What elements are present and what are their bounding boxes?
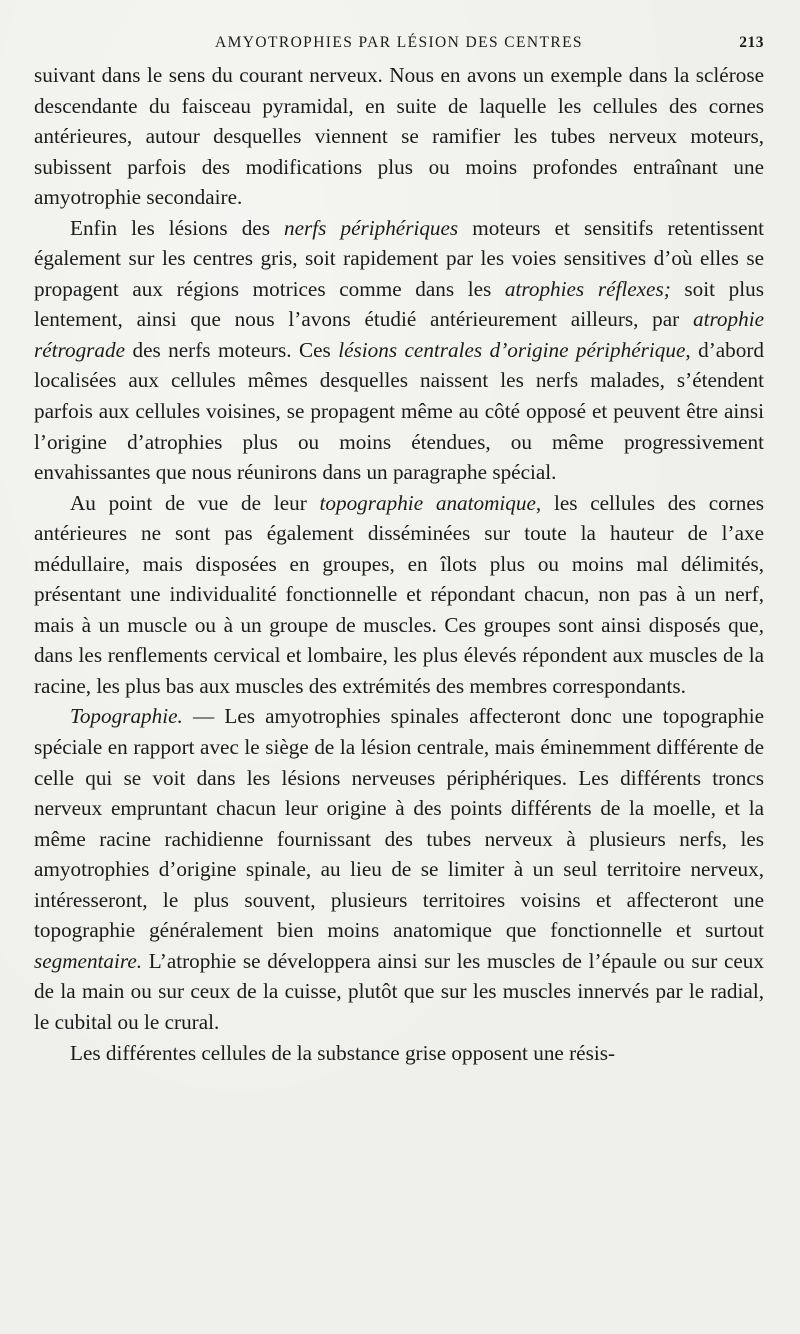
text-run: , les cellules des cornes antérieures ne sont pas également disséminées sur toute la hauteur de l’axe médullaire, mais disposées en groupes, en îlots plus ou moins mal délimités, présentant une individualité fonctionnelle et répondant chacun, non pas à un nerf, mais à un muscle ou à un groupe de muscles. Ces groupes sont ainsi disposés que, dans les renflements cervical et lombaire, les plus élevés répondent aux muscles de la racine, les plus bas aux muscles des extrémités des membres correspondants. [34, 490, 764, 698]
italic-text: atrophies réflexes; [504, 276, 671, 301]
paragraph [34, 1038, 764, 1069]
text-run: soit plus lentement, ainsi que nous l’avons étudié antérieurement ailleurs, par [34, 276, 764, 332]
paragraph [34, 701, 764, 1037]
text-run: Au point de vue de leur [70, 490, 320, 515]
paragraph [34, 60, 764, 213]
italic-text: nerfs périphériques [284, 215, 459, 240]
text-run: moteurs et sensitifs retentissent également sur les centres gris, soit rapidement par les voies sensitives d’où elles se propagent aux régions motrices comme dans les [34, 215, 764, 301]
italic-text: Topographie. [70, 704, 183, 729]
paragraph [34, 488, 764, 702]
italic-text: segmentaire. [34, 948, 143, 973]
text-run: — Les amyotrophies spinales affecteront donc une topographie spéciale en rapport avec le siège de la lésion centrale, mais éminemment différente de celle qui se voit dans les lésions nerveuses périphériques. Les différents troncs nerveux empruntant chacun leur origine à des points différents de la moelle, et la même racine rachidienne fournissant des tubes nerveux à plusieurs nerfs, les amyotrophies d’origine spinale, au lieu de se limiter à un seul territoire nerveux, intéresseront, le plus souvent, plusieurs territoires voisins et affecteront une topographie généralement bien moins anatomique que fonctionnelle et surtout [34, 704, 764, 943]
running-head [34, 28, 764, 60]
text-run: L’atrophie se développera ainsi sur les muscles de l’épaule ou sur ceux de la main ou sur ceux de la cuisse, plutôt que sur les muscles innervés par le radial, le cubital ou le crural. [34, 948, 764, 1034]
body-text [34, 60, 764, 1068]
text-run: Les différentes cellules de la substance grise opposent une résis- [70, 1040, 616, 1065]
text-run: Enfin les lésions des [70, 215, 285, 240]
paragraph [34, 213, 764, 488]
italic-text: lésions centrales d’origine périphérique [338, 337, 686, 362]
text-run: suivant dans le sens du courant nerveux. Nous en avons un exemple dans la sclérose descendante du faisceau pyramidal, en suite de laquelle les cellules des cornes antérieures, autour desquelles viennent se ramifier les tubes nerveux moteurs, subissent parfois des modifications plus ou moins profondes entraînant une amyotrophie secondaire. [34, 63, 764, 210]
italic-text: topographie anatomique [319, 490, 536, 515]
text-run: des nerfs moteurs. Ces [125, 337, 339, 362]
running-title: AMYOTROPHIES PAR LÉSION DES CENTRES [215, 34, 583, 51]
italic-text: atrophie rétrograde [34, 307, 764, 362]
page-number: 213 [739, 34, 764, 51]
text-run: , d’abord localisées aux cellules mêmes desquelles naissent les nerfs malades, s’étendent parfois aux cellules voisines, se propagent même au côté opposé et peuvent être ainsi l’origine d’atrophies plus ou moins étendues, ou même progressivement envahissantes que nous réunirons dans un paragraphe spécial. [34, 337, 764, 485]
